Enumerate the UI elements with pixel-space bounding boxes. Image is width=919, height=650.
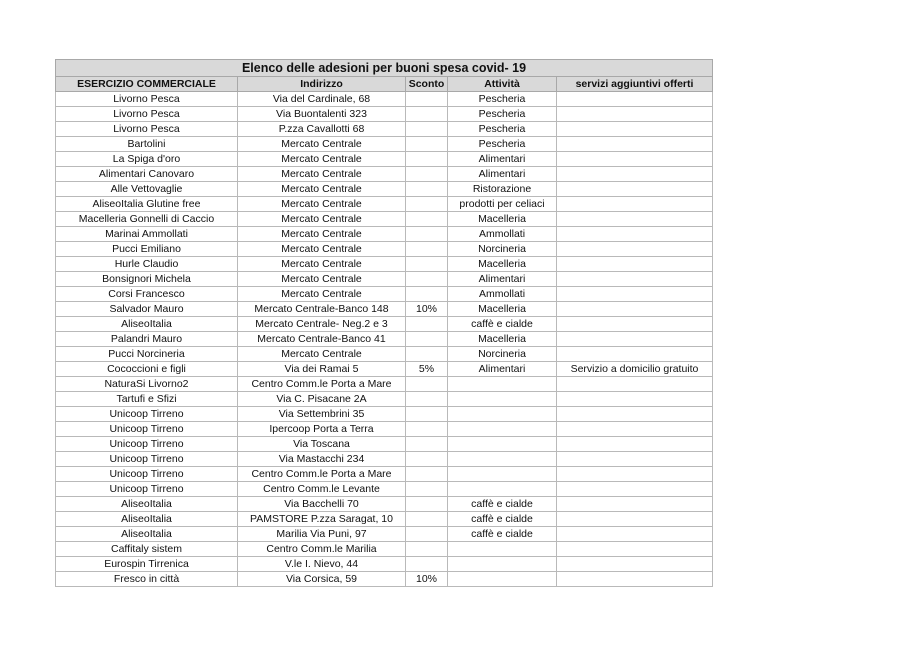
cell-servizi (557, 377, 713, 392)
cell-attivita: caffè e cialde (448, 512, 557, 527)
table-row (56, 497, 713, 512)
cell-esercizio: Palandri Mauro (56, 332, 238, 347)
cell-sconto (406, 482, 448, 497)
cell-indirizzo: Mercato Centrale (238, 137, 406, 152)
cell-attivita: Alimentari (448, 272, 557, 287)
cell-indirizzo: Via Settembrini 35 (238, 407, 406, 422)
table-row (56, 407, 713, 422)
cell-indirizzo: Mercato Centrale (238, 197, 406, 212)
cell-indirizzo: Via del Cardinale, 68 (238, 92, 406, 107)
table-row (56, 482, 713, 497)
cell-indirizzo: Mercato Centrale (238, 347, 406, 362)
cell-esercizio: Bonsignori Michela (56, 272, 238, 287)
table-row (56, 227, 713, 242)
cell-indirizzo: Centro Comm.le Porta a Mare (238, 377, 406, 392)
cell-servizi (557, 422, 713, 437)
table-row (56, 362, 713, 377)
cell-esercizio: AliseoItalia (56, 512, 238, 527)
table-row (56, 572, 713, 587)
cell-esercizio: Unicoop Tirreno (56, 452, 238, 467)
cell-attivita: caffè e cialde (448, 527, 557, 542)
cell-esercizio: AliseoItalia (56, 497, 238, 512)
cell-sconto (406, 527, 448, 542)
cell-servizi (557, 242, 713, 257)
table-row (56, 512, 713, 527)
table-row (56, 437, 713, 452)
cell-servizi (557, 557, 713, 572)
cell-indirizzo: Via dei Ramai 5 (238, 362, 406, 377)
cell-esercizio: Tartufi e Sfizi (56, 392, 238, 407)
cell-attivita: Pescheria (448, 107, 557, 122)
cell-sconto (406, 287, 448, 302)
cell-servizi (557, 512, 713, 527)
cell-esercizio: Eurospin Tirrenica (56, 557, 238, 572)
cell-sconto (406, 197, 448, 212)
cell-esercizio: Hurle Claudio (56, 257, 238, 272)
table-row (56, 422, 713, 437)
table-row (56, 542, 713, 557)
table-row (56, 137, 713, 152)
cell-servizi (557, 317, 713, 332)
cell-servizi (557, 287, 713, 302)
cell-attivita (448, 452, 557, 467)
cell-attivita (448, 407, 557, 422)
cell-sconto (406, 92, 448, 107)
cell-sconto (406, 257, 448, 272)
cell-indirizzo: P.zza Cavallotti 68 (238, 122, 406, 137)
cell-attivita: Macelleria (448, 212, 557, 227)
table-row (56, 152, 713, 167)
cell-esercizio: La Spiga d'oro (56, 152, 238, 167)
cell-sconto: 10% (406, 572, 448, 587)
cell-esercizio: Alle Vettovaglie (56, 182, 238, 197)
cell-servizi: Servizio a domicilio gratuito (557, 362, 713, 377)
cell-attivita: caffè e cialde (448, 497, 557, 512)
table-row (56, 242, 713, 257)
cell-attivita: Alimentari (448, 152, 557, 167)
cell-attivita: Alimentari (448, 362, 557, 377)
cell-servizi (557, 467, 713, 482)
cell-servizi (557, 302, 713, 317)
cell-servizi (557, 392, 713, 407)
cell-attivita: Ammollati (448, 287, 557, 302)
table-row (56, 197, 713, 212)
cell-indirizzo: PAMSTORE P.zza Saragat, 10 (238, 512, 406, 527)
cell-attivita: Norcineria (448, 242, 557, 257)
cell-attivita: Pescheria (448, 92, 557, 107)
cell-indirizzo: Mercato Centrale-Banco 41 (238, 332, 406, 347)
cell-attivita (448, 467, 557, 482)
cell-indirizzo: Ipercoop Porta a Terra (238, 422, 406, 437)
table-row (56, 452, 713, 467)
cell-sconto (406, 437, 448, 452)
cell-sconto (406, 137, 448, 152)
adesioni-table (55, 59, 713, 587)
cell-attivita: Macelleria (448, 302, 557, 317)
cell-indirizzo: Mercato Centrale- Neg.2 e 3 (238, 317, 406, 332)
table-row (56, 377, 713, 392)
cell-sconto (406, 227, 448, 242)
cell-attivita (448, 422, 557, 437)
cell-sconto (406, 497, 448, 512)
cell-sconto (406, 212, 448, 227)
cell-sconto (406, 467, 448, 482)
header-indirizzo: Indirizzo (238, 77, 406, 92)
cell-servizi (557, 572, 713, 587)
cell-attivita: prodotti per celiaci (448, 197, 557, 212)
cell-sconto: 5% (406, 362, 448, 377)
cell-indirizzo: Centro Comm.le Porta a Mare (238, 467, 406, 482)
cell-indirizzo: Mercato Centrale (238, 272, 406, 287)
cell-indirizzo: Mercato Centrale (238, 167, 406, 182)
cell-sconto (406, 452, 448, 467)
cell-servizi (557, 167, 713, 182)
cell-sconto (406, 347, 448, 362)
header-row (56, 77, 713, 92)
cell-servizi (557, 542, 713, 557)
cell-attivita: Alimentari (448, 167, 557, 182)
cell-indirizzo: Mercato Centrale (238, 287, 406, 302)
cell-sconto (406, 107, 448, 122)
cell-esercizio: Caffitaly sistem (56, 542, 238, 557)
cell-attivita (448, 572, 557, 587)
cell-sconto (406, 392, 448, 407)
cell-esercizio: Alimentari Canovaro (56, 167, 238, 182)
cell-attivita: Pescheria (448, 137, 557, 152)
cell-sconto (406, 512, 448, 527)
cell-indirizzo: Mercato Centrale (238, 227, 406, 242)
table-title: Elenco delle adesioni per buoni spesa covid- 19 (56, 60, 713, 77)
cell-servizi (557, 347, 713, 362)
cell-sconto (406, 182, 448, 197)
header-servizi: servizi aggiuntivi offerti (557, 77, 713, 92)
cell-sconto (406, 407, 448, 422)
table-row (56, 347, 713, 362)
cell-esercizio: Livorno Pesca (56, 122, 238, 137)
header-esercizio: ESERCIZIO COMMERCIALE (56, 77, 238, 92)
cell-attivita (448, 377, 557, 392)
table-row (56, 92, 713, 107)
cell-sconto (406, 122, 448, 137)
table-row (56, 527, 713, 542)
cell-indirizzo: Mercato Centrale (238, 152, 406, 167)
cell-servizi (557, 107, 713, 122)
cell-attivita: caffè e cialde (448, 317, 557, 332)
cell-esercizio: AliseoItalia (56, 317, 238, 332)
cell-esercizio: Pucci Emiliano (56, 242, 238, 257)
cell-attivita: Norcineria (448, 347, 557, 362)
cell-sconto (406, 272, 448, 287)
cell-servizi (557, 182, 713, 197)
table-row (56, 287, 713, 302)
cell-servizi (557, 122, 713, 137)
table-row (56, 167, 713, 182)
cell-attivita: Ristorazione (448, 182, 557, 197)
cell-esercizio: AliseoItalia (56, 527, 238, 542)
cell-servizi (557, 257, 713, 272)
cell-esercizio: NaturaSi Livorno2 (56, 377, 238, 392)
cell-attivita: Macelleria (448, 332, 557, 347)
cell-servizi (557, 482, 713, 497)
cell-sconto (406, 557, 448, 572)
cell-servizi (557, 137, 713, 152)
cell-esercizio: Livorno Pesca (56, 92, 238, 107)
cell-servizi (557, 437, 713, 452)
cell-sconto (406, 422, 448, 437)
cell-indirizzo: Via C. Pisacane 2A (238, 392, 406, 407)
cell-indirizzo: Via Buontalenti 323 (238, 107, 406, 122)
cell-servizi (557, 407, 713, 422)
cell-esercizio: Corsi Francesco (56, 287, 238, 302)
cell-indirizzo: Mercato Centrale (238, 257, 406, 272)
cell-indirizzo: V.le I. Nievo, 44 (238, 557, 406, 572)
cell-sconto (406, 152, 448, 167)
cell-attivita (448, 542, 557, 557)
cell-esercizio: Cococcioni e figli (56, 362, 238, 377)
cell-esercizio: Unicoop Tirreno (56, 407, 238, 422)
cell-esercizio: Unicoop Tirreno (56, 467, 238, 482)
table-row (56, 257, 713, 272)
cell-indirizzo: Via Mastacchi 234 (238, 452, 406, 467)
cell-esercizio: Macelleria Gonnelli di Caccio (56, 212, 238, 227)
cell-attivita: Macelleria (448, 257, 557, 272)
cell-attivita: Ammollati (448, 227, 557, 242)
cell-servizi (557, 197, 713, 212)
cell-indirizzo: Mercato Centrale (238, 212, 406, 227)
cell-attivita (448, 482, 557, 497)
cell-servizi (557, 272, 713, 287)
cell-attivita (448, 437, 557, 452)
cell-indirizzo: Via Bacchelli 70 (238, 497, 406, 512)
cell-esercizio: Unicoop Tirreno (56, 482, 238, 497)
cell-indirizzo: Mercato Centrale (238, 182, 406, 197)
cell-esercizio: Marinai Ammollati (56, 227, 238, 242)
table-row (56, 272, 713, 287)
cell-attivita: Pescheria (448, 122, 557, 137)
table-row (56, 122, 713, 137)
table-row (56, 182, 713, 197)
cell-esercizio: Livorno Pesca (56, 107, 238, 122)
cell-sconto (406, 167, 448, 182)
cell-indirizzo: Mercato Centrale (238, 242, 406, 257)
cell-indirizzo: Via Toscana (238, 437, 406, 452)
cell-indirizzo: Via Corsica, 59 (238, 572, 406, 587)
cell-esercizio: Unicoop Tirreno (56, 437, 238, 452)
title-row (56, 60, 713, 77)
table-row (56, 317, 713, 332)
cell-servizi (557, 152, 713, 167)
cell-esercizio: Pucci Norcineria (56, 347, 238, 362)
table-row (56, 302, 713, 317)
cell-servizi (557, 332, 713, 347)
header-sconto: Sconto (406, 77, 448, 92)
table-row (56, 392, 713, 407)
cell-indirizzo: Centro Comm.le Marilia (238, 542, 406, 557)
cell-sconto: 10% (406, 302, 448, 317)
cell-sconto (406, 542, 448, 557)
cell-servizi (557, 452, 713, 467)
table-row (56, 467, 713, 482)
table-row (56, 107, 713, 122)
cell-servizi (557, 527, 713, 542)
cell-esercizio: Salvador Mauro (56, 302, 238, 317)
table-row (56, 332, 713, 347)
cell-esercizio: Fresco in città (56, 572, 238, 587)
cell-attivita (448, 392, 557, 407)
cell-indirizzo: Marilia Via Puni, 97 (238, 527, 406, 542)
table-body (56, 92, 713, 587)
cell-servizi (557, 227, 713, 242)
table-row (56, 212, 713, 227)
cell-servizi (557, 92, 713, 107)
header-attivita: Attività (448, 77, 557, 92)
cell-sconto (406, 242, 448, 257)
cell-servizi (557, 497, 713, 512)
cell-sconto (406, 332, 448, 347)
cell-indirizzo: Centro Comm.le Levante (238, 482, 406, 497)
cell-sconto (406, 377, 448, 392)
table-row (56, 557, 713, 572)
cell-esercizio: Unicoop Tirreno (56, 422, 238, 437)
cell-esercizio: AliseoItalia Glutine free (56, 197, 238, 212)
cell-esercizio: Bartolini (56, 137, 238, 152)
cell-indirizzo: Mercato Centrale-Banco 148 (238, 302, 406, 317)
cell-servizi (557, 212, 713, 227)
cell-sconto (406, 317, 448, 332)
cell-attivita (448, 557, 557, 572)
